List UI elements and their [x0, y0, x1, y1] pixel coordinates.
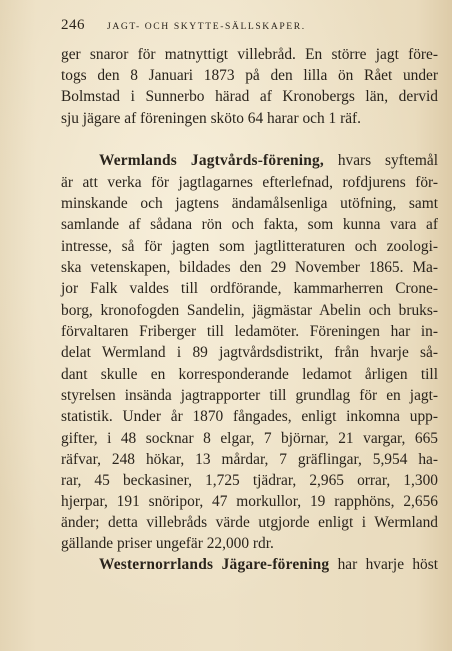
- text-span: har hvarje höst: [337, 556, 438, 573]
- text-line: statistik. Under år 1870 fångades, enligt inkomna upp-: [61, 408, 438, 425]
- text-line: borg, kronofogden Sandelin, jägmästar Abelin och bruks-: [61, 302, 438, 319]
- text-line: gällande priser ungefär 22,000 rdr.: [61, 535, 274, 552]
- running-head: [61, 17, 412, 35]
- section-heading: Wermlands Jagtvårds-förening,: [99, 152, 324, 169]
- text-span: hvars syftemål: [337, 152, 438, 169]
- page-number: 246: [61, 17, 85, 33]
- text-line: ska vetenskapen, bildades den 29 November 1865. Ma-: [61, 259, 438, 276]
- text-line: räfvar, 248 hökar, 13 mårdar, 7 gräflingar, 5,954 ha-: [61, 451, 438, 468]
- text-line: jor Falk valdes till ordförande, kammarherren Crone-: [61, 280, 438, 297]
- text-line: dant skulle en korresponderande ledamot årligen till: [61, 366, 438, 383]
- text-line: Bolmstad i Sunnerbo härad af Kronobergs län, dervid: [61, 88, 438, 105]
- text-line: sju jägare af föreningen sköto 64 harar och 1 räf.: [61, 110, 361, 127]
- text-line: änder; detta villebråds värde utgjorde enligt i Wermland: [61, 514, 438, 531]
- text-line: samlande af sådana rön och fakta, som kunna vara af: [61, 216, 438, 233]
- text-line: togs den 8 Januari 1873 på den lilla ön Rået under: [61, 67, 438, 84]
- text-line: gifter, i 48 socknar 8 elgar, 7 björnar, 21 vargar, 665: [61, 430, 438, 447]
- text-line: förvaltaren Friberger till ledamöter. Föreningen har in-: [61, 323, 438, 340]
- running-head-title: JAGT- OCH SKYTTE-SÄLLSKAPER.: [107, 21, 306, 32]
- paragraph-first-line: [61, 151, 438, 171]
- text-line: styrelsen insända jagtrapporter till grundlag för en jagt-: [61, 387, 438, 404]
- paragraph-first-line: [61, 555, 438, 575]
- text-line: intresse, så för jagten som jagtlitteraturen och zoologi-: [61, 238, 438, 255]
- text-line: ger snaror för matnyttigt villebråd. En större jagt före-: [61, 46, 438, 63]
- text-line: hjerpar, 191 snöripor, 47 morkullor, 19 rapphöns, 2,656: [61, 493, 438, 510]
- text-line: delat Wermland i 89 jagtvårdsdistrikt, från hvarje så-: [61, 344, 438, 361]
- text-line: minskande och jagtens ändamålsenliga utöfning, samt: [61, 195, 438, 212]
- section-heading: Westernorrlands Jägare-förening: [99, 556, 330, 573]
- text-line: är att verka för jagtlagarnes efterlefnad, rofdjurens för-: [61, 174, 438, 191]
- text-line: rar, 45 beckasiner, 1,725 tjädrar, 2,965 orrar, 1,300: [61, 472, 438, 489]
